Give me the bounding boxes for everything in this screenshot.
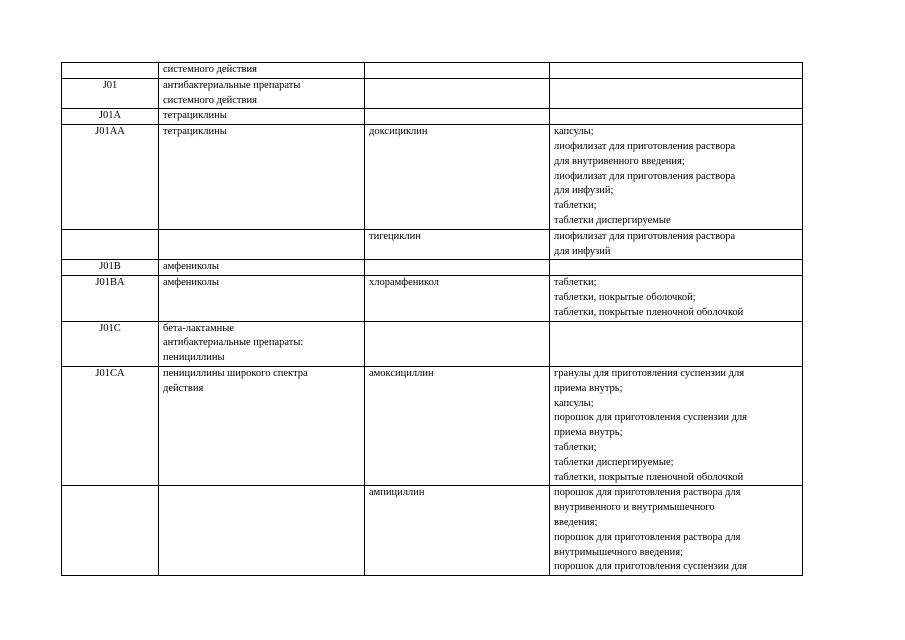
drug-cell: ампициллин [365,486,550,576]
forms-cell [550,109,803,125]
group-text: тетрациклины [163,110,227,122]
group-cell [159,321,365,366]
drug-cell: доксициклин [365,125,550,230]
group-cell [159,109,365,125]
form-line: порошок для приготовления раствора для [554,531,741,543]
forms-cell [550,229,803,260]
drug-cell [365,260,550,276]
group-cell [159,366,365,485]
form-line: таблетки, покрытые пленочной оболочкой [554,471,744,483]
form-line: лиофилизат для приготовления раствора [554,230,736,242]
table-row [62,276,803,321]
group-cell [159,63,365,79]
form-line: порошок для приготовления раствора для [554,487,741,499]
group-cell [159,260,365,276]
form-line: таблетки; [554,441,597,453]
form-line: приема внутрь; [554,427,623,439]
form-line: приема внутрь; [554,382,623,394]
table-row [62,366,803,485]
forms-cell [550,276,803,321]
drug-cell [365,109,550,125]
forms-cell [550,366,803,485]
table-row [62,486,803,576]
group-text: системного действия [163,64,257,75]
atc-code-cell [62,486,159,576]
atc-code-cell [62,229,159,260]
group-text: действия [163,382,204,394]
forms-cell [550,63,803,79]
forms-cell [550,260,803,276]
form-line: лиофилизат для приготовления раствора [554,140,736,152]
form-line: капсулы; [554,126,594,138]
drug-cell [365,78,550,109]
form-line: таблетки диспергируемые; [554,456,674,468]
form-line: порошок для приготовления суспензии для [554,561,747,573]
drug-cell [365,63,550,79]
table-row [62,125,803,230]
atc-code-cell: J01AA [62,125,159,230]
group-text: тетрациклины [163,126,227,138]
form-line: таблетки; [554,277,597,289]
atc-code-cell [62,63,159,79]
group-text: пенициллины [163,352,225,364]
group-text: бета-лактамные [163,322,234,334]
forms-cell [550,486,803,576]
drug-cell [365,321,550,366]
group-cell [159,78,365,109]
form-line: для внутривенного введения; [554,155,685,167]
atc-code-cell: J01 [62,78,159,109]
group-cell [159,276,365,321]
table-row [62,260,803,276]
form-line: внутримышечного введения; [554,546,684,558]
group-cell [159,125,365,230]
drug-table [61,62,803,576]
form-line: таблетки, покрытые оболочкой; [554,291,696,303]
table-row [62,78,803,109]
table-row [62,63,803,79]
group-text: пенициллины широкого спектра [163,367,308,379]
table-row [62,109,803,125]
group-text: системного действия [163,94,257,106]
form-line: для инфузий [554,245,611,257]
form-line: лиофилизат для приготовления раствора [554,170,736,182]
table-row [62,321,803,366]
forms-cell [550,321,803,366]
form-line: капсулы; [554,397,594,409]
group-text: антибактериальные препараты [163,79,301,91]
atc-code-cell: J01B [62,260,159,276]
group-cell [159,486,365,576]
form-line: таблетки, покрытые пленочной оболочкой [554,306,744,318]
atc-code-cell: J01C [62,321,159,366]
group-text: антибактериальные препараты: [163,337,304,349]
atc-code-cell: J01BA [62,276,159,321]
form-line: таблетки; [554,200,597,212]
form-line: внутривенного и внутримышечного [554,502,715,514]
drug-cell: амоксициллин [365,366,550,485]
drug-cell: тигециклин [365,229,550,260]
group-text: амфениколы [163,261,219,273]
form-line: гранулы для приготовления суспензии для [554,367,745,379]
form-line: порошок для приготовления суспензии для [554,412,747,424]
table-row [62,229,803,260]
form-line: таблетки диспергируемые [554,214,671,226]
forms-cell [550,125,803,230]
form-line: для инфузий; [554,185,614,197]
form-line: введения; [554,516,598,528]
atc-code-cell: J01CA [62,366,159,485]
forms-cell [550,78,803,109]
group-text: амфениколы [163,277,219,289]
drug-cell: хлорамфеникол [365,276,550,321]
atc-code-cell: J01A [62,109,159,125]
group-cell [159,229,365,260]
